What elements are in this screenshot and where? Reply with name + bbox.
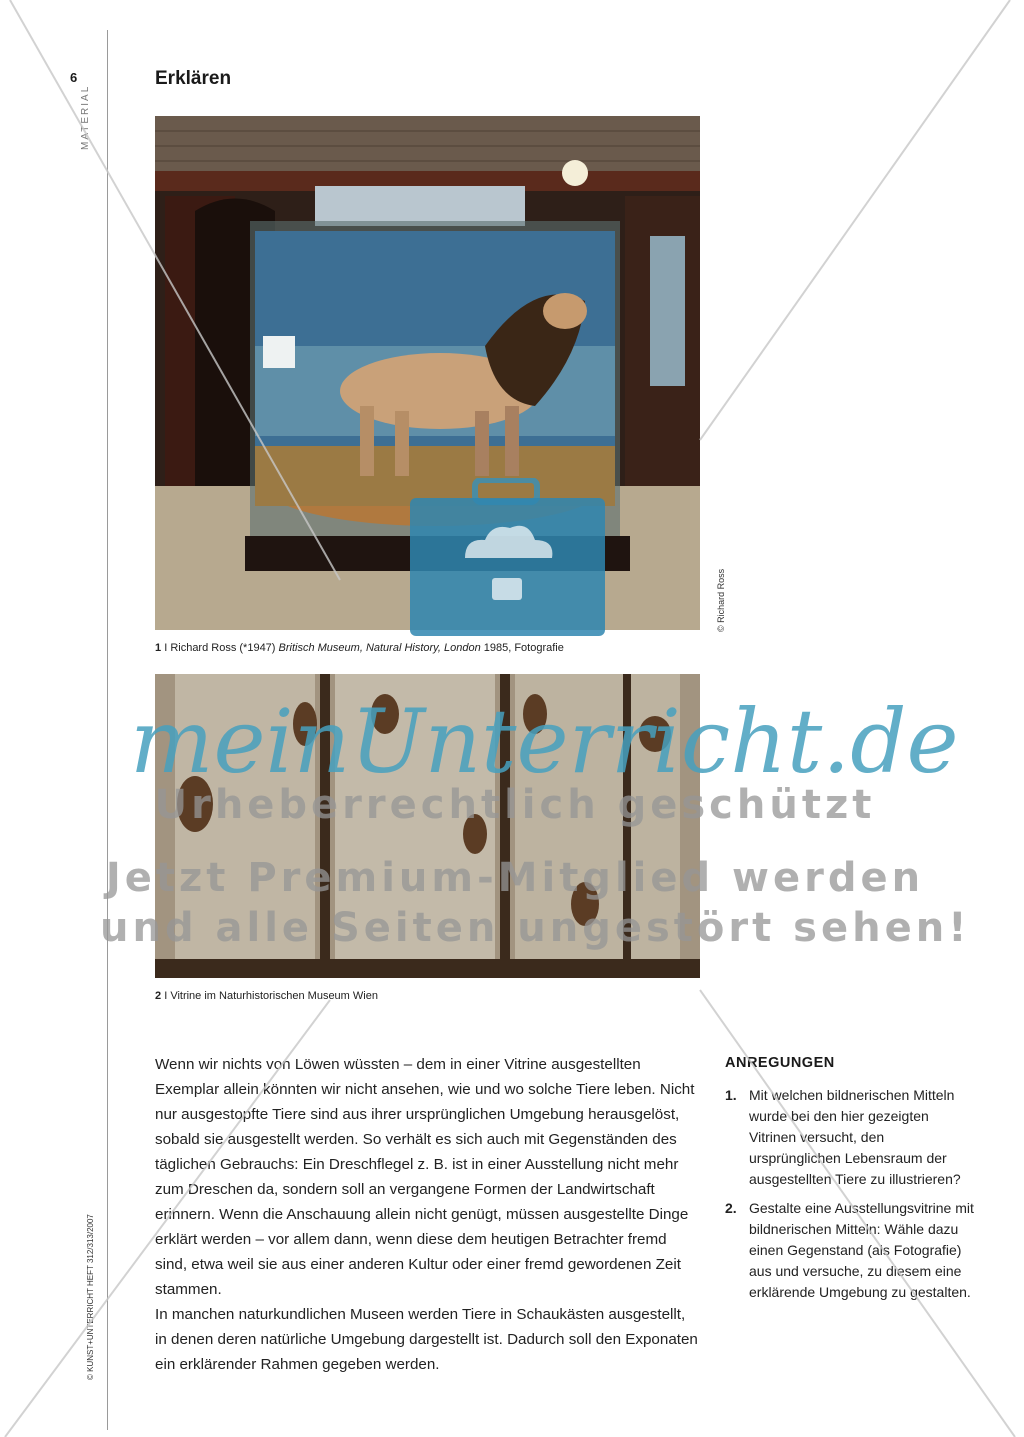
body-paragraph: Wenn wir nichts von Löwen wüssten – dem in einer Vitrine ausgestellten Exemplar allein könnten wir nicht ansehen, wie und wo solche Tiere leben. Nicht nur ausgestopfte Tiere sind aus ihrer ursprünglichen Umgebung herausgelöst, sobald sie ausgestellt werden. So verhält es sich auch mit Gegenständen des täglichen Gebrauchs: Ein Dreschflegel z. B. ist in einer Ausstellung nicht mehr zum Dreschen da, sondern soll an vergangene Formen der Landwirtschaft erinnern. Wenn die Anschauung allein nicht genügt, müssen ausgestellte Dinge erklärt werden – vor allem dann, wenn diese dem heutigen Betrachter fremd sind, etwa weil sie aus einer anderen Kultur oder einer fremd gewordenen Zeit stammen.	[155, 1056, 695, 1298]
sidebar-title: ANREGUNGEN	[725, 1055, 835, 1071]
publication-footer: © KUNST+UNTERRICHT HEFT 312/313/2007	[86, 1214, 95, 1380]
item-number: 2.	[725, 1200, 737, 1216]
caption-separator: I	[164, 990, 168, 1002]
page-number: 6	[70, 70, 78, 85]
caption-artist: Richard Ross (*1947)	[170, 642, 276, 654]
side-label: MATERIAL	[80, 84, 91, 150]
watermark-copyright-text: Urheberrechtlich geschützt	[154, 782, 876, 828]
figure-number: 1	[155, 642, 162, 654]
item-text: Gestalte eine Ausstellungsvitrine mit bildnerischen Mitteln: Wähle dazu einen Gegenstand (als Fotografie) aus und versuche, zu diesem eine erklärende Umgebung zu gestalten.	[749, 1200, 974, 1300]
caption-text: Vitrine im Naturhistorischen Museum Wien	[170, 990, 378, 1002]
item-number: 1.	[725, 1087, 737, 1103]
watermark-logo: meinUnterricht.de	[130, 690, 959, 793]
page-title: Erklären	[155, 68, 232, 89]
figure-number: 2	[155, 990, 162, 1002]
caption-separator: I	[164, 642, 168, 654]
body-paragraph: In manchen naturkundlichen Museen werden Tiere in Schaukästen ausgestellt, in denen deren natürliche Umgebung dargestellt ist. Dadurch soll den Exponaten ein erklärender Rahmen gegeben werden.	[155, 1306, 698, 1373]
caption-details: 1985, Fotografie	[483, 642, 564, 654]
item-text: Mit welchen bildnerischen Mitteln wurde bei den hier gezeigten Vitrinen versucht, den ursprünglichen Lebensraum der ausgestellten Tiere zu illustrieren?	[749, 1087, 961, 1187]
photo-credit: © Richard Ross	[716, 568, 726, 632]
caption-work-title: Britisch Museum, Natural History, London	[278, 642, 481, 654]
briefcase-cloud-icon	[410, 478, 605, 638]
watermark-premium-text-2: und alle Seiten ungestört sehen!	[100, 905, 971, 951]
watermark-premium-text: Jetzt Premium-Mitglied werden	[105, 855, 925, 901]
